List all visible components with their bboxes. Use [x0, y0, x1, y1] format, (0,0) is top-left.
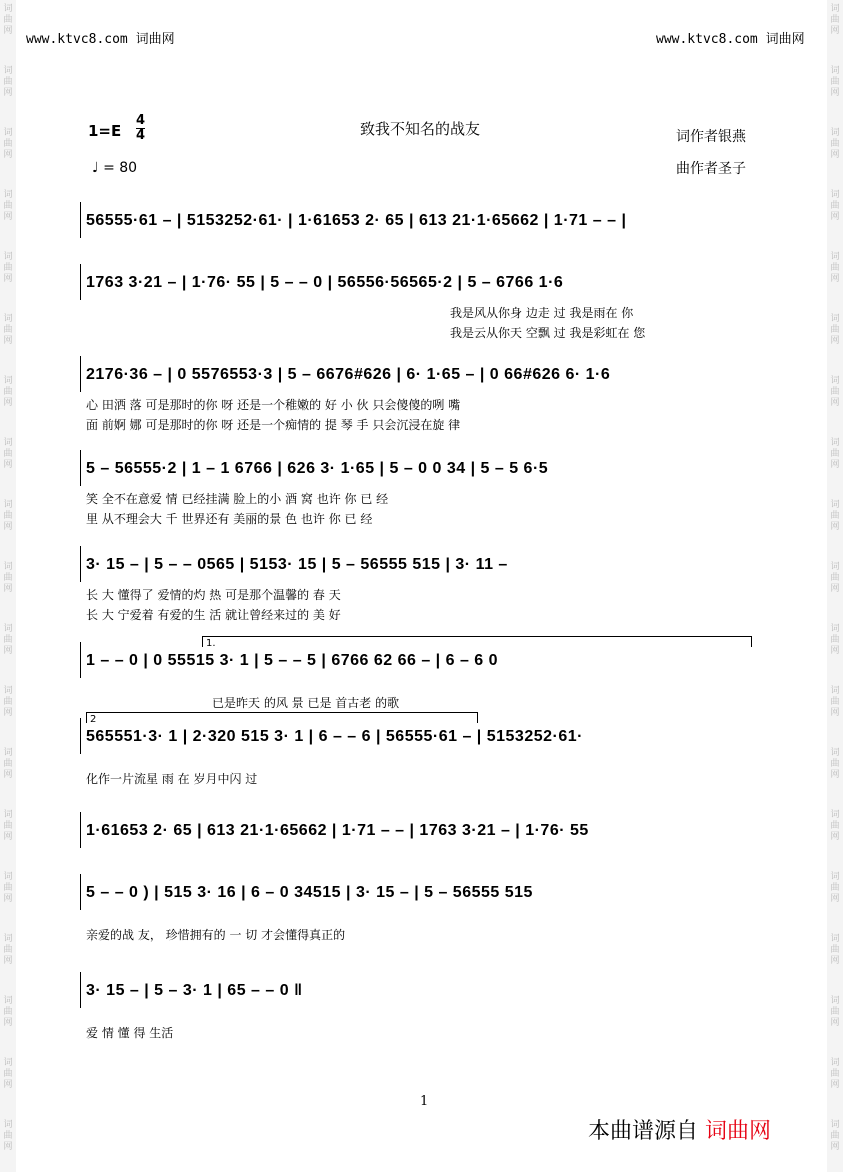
time-top: 4 [136, 113, 146, 128]
system-bar-line [80, 718, 81, 754]
lyric-line: 我是风从你身 边走 过 我是雨在 你 [450, 306, 634, 320]
watermark-text: 词曲网 [830, 500, 840, 532]
system-bar-line [80, 642, 81, 678]
notation-line: 1763 3·21 – | 1·76· 55 | 5 – – 0 | 56556·56565·2 | 5 – 6766 1·6 [86, 274, 564, 291]
source-label: 本曲谱源自 [588, 1119, 699, 1144]
watermark-text: 词曲网 [830, 624, 840, 656]
system-bar-line [80, 546, 81, 582]
watermark-text: 词曲网 [3, 500, 13, 532]
watermark-text: 词曲网 [830, 190, 840, 222]
watermark-text: 词曲网 [830, 1058, 840, 1090]
lyric-line: 长 大 懂得了 爱情的灼 热 可是那个温馨的 春 天 [86, 588, 341, 602]
lyric-line: 心 田洒 落 可是那时的你 呀 还是一个稚嫩的 好 小 伙 只会傻傻的咧 嘴 [86, 398, 461, 412]
notation-line: 1 – – 0 | 0 55515 3· 1 | 5 – – 5 | 6766 62 66 – | 6 – 6 0 [86, 652, 499, 669]
watermark-text: 词曲网 [830, 686, 840, 718]
watermark-text: 词曲网 [3, 1120, 13, 1152]
notation-line: 5 – 56555·2 | 1 – 1 6766 | 626 3· 1·65 | 5 – 0 0 34 | 5 – 5 6·5 [86, 460, 549, 477]
watermark-text: 词曲网 [3, 190, 13, 222]
tempo-marking [92, 160, 137, 176]
watermark-text: 词曲网 [830, 748, 840, 780]
lyric-line: 已是昨天 的风 景 已是 首古老 的歌 [212, 696, 400, 710]
source-credit[interactable] [588, 1114, 771, 1145]
notation-line: 3· 15 – | 5 – 3· 1 | 65 – – 0 ‖ [86, 982, 303, 999]
watermark-text: 词曲网 [830, 4, 840, 36]
watermark-text: 词曲网 [830, 252, 840, 284]
key-signature: 1=E [88, 122, 122, 140]
volta-bracket [86, 712, 478, 723]
watermark-text: 词曲网 [830, 562, 840, 594]
watermark-text: 词曲网 [3, 314, 13, 346]
site-url-right[interactable]: www.ktvc8.com 词曲网 [656, 32, 805, 47]
notation-line: 5 – – 0 ) | 515 3· 16 | 6 – 0 34515 | 3· 15 – | 5 – 56555 515 [86, 884, 533, 901]
notation-line: 3· 15 – | 5 – – 0565 | 5153· 15 | 5 – 56555 515 | 3· 11 – [86, 556, 508, 573]
watermark-text: 词曲网 [830, 934, 840, 966]
page-number: 1 [420, 1094, 429, 1109]
lyric-line: 面 前婀 娜 可是那时的你 呀 还是一个痴情的 提 琴 手 只会沉浸在旋 律 [86, 418, 461, 432]
watermark-text: 词曲网 [3, 810, 13, 842]
system-bar-line [80, 972, 81, 1008]
watermark-text: 词曲网 [3, 872, 13, 904]
watermark-text: 词曲网 [3, 686, 13, 718]
system-bar-line [80, 450, 81, 486]
watermark-text: 词曲网 [3, 1058, 13, 1090]
watermark-text: 词曲网 [830, 128, 840, 160]
watermark-text: 词曲网 [830, 810, 840, 842]
source-brand: 词曲网 [705, 1119, 772, 1144]
watermark-text: 词曲网 [3, 562, 13, 594]
lyric-line: 爱 情 懂 得 生活 [86, 1026, 174, 1040]
lyric-line: 笑 全不在意爱 情 已经挂满 脸上的小 酒 窝 也许 你 已 经 [86, 492, 389, 506]
notation-line: 1·61653 2· 65 | 613 21·1·65662 | 1·71 – – | 1763 3·21 – | 1·76· 55 [86, 822, 589, 839]
notation-line: 2176·36 – | 0 5576553·3 | 5 – 6676#626 | 6· 1·65 – | 0 66#626 6· 1·6 [86, 366, 611, 383]
watermark-text: 词曲网 [830, 376, 840, 408]
volta-bracket [202, 636, 752, 647]
tempo-value: = 80 [103, 160, 138, 176]
lyricist-credit: 词作者银燕 [676, 129, 746, 145]
watermark-text: 词曲网 [3, 438, 13, 470]
song-title: 致我不知名的战友 [360, 120, 481, 138]
time-bottom: 4 [136, 128, 146, 143]
watermark-text: 词曲网 [3, 66, 13, 98]
watermark-text: 词曲网 [830, 872, 840, 904]
site-url-left[interactable]: www.ktvc8.com 词曲网 [26, 32, 175, 47]
watermark-text: 词曲网 [3, 624, 13, 656]
system-bar-line [80, 264, 81, 300]
time-signature [136, 114, 145, 143]
watermark-text: 词曲网 [3, 252, 13, 284]
composer-credit: 曲作者圣子 [676, 161, 746, 177]
lyric-line: 亲爱的战 友， 珍惜拥有的 一 切 才会懂得真正的 [86, 928, 346, 942]
watermark-text: 词曲网 [3, 128, 13, 160]
lyric-line: 化作一片流星 雨 在 岁月中闪 过 [86, 772, 258, 786]
system-bar-line [80, 874, 81, 910]
watermark-text: 词曲网 [3, 934, 13, 966]
watermark-text: 词曲网 [3, 748, 13, 780]
lyric-line: 长 大 宁爱着 有爱的生 活 就让曾经来过的 美 好 [86, 608, 341, 622]
watermark-text: 词曲网 [3, 376, 13, 408]
watermark-text: 词曲网 [830, 66, 840, 98]
watermark-text: 词曲网 [3, 4, 13, 36]
lyric-line: 里 从不理会大 千 世界还有 美丽的景 色 也许 你 已 经 [86, 512, 373, 526]
notation-line: 565551·3· 1 | 2·320 515 3· 1 | 6 – – 6 | 56555·61 – | 5153252·61· [86, 728, 583, 745]
system-bar-line [80, 202, 81, 238]
system-bar-line [80, 356, 81, 392]
system-bar-line [80, 812, 81, 848]
quarter-note-icon: ♩ [92, 160, 99, 176]
watermark-text: 词曲网 [830, 314, 840, 346]
notation-line: 56555·61 – | 5153252·61· | 1·61653 2· 65 | 613 21·1·65662 | 1·71 – – | [86, 212, 627, 229]
watermark-text: 词曲网 [830, 438, 840, 470]
watermark-text: 词曲网 [830, 996, 840, 1028]
volta-label: 2 [90, 714, 97, 725]
watermark-text: 词曲网 [3, 996, 13, 1028]
volta-label: 1. [206, 638, 216, 649]
watermark-text: 词曲网 [830, 1120, 840, 1152]
lyric-line: 我是云从你天 空飘 过 我是彩虹在 您 [450, 326, 646, 340]
